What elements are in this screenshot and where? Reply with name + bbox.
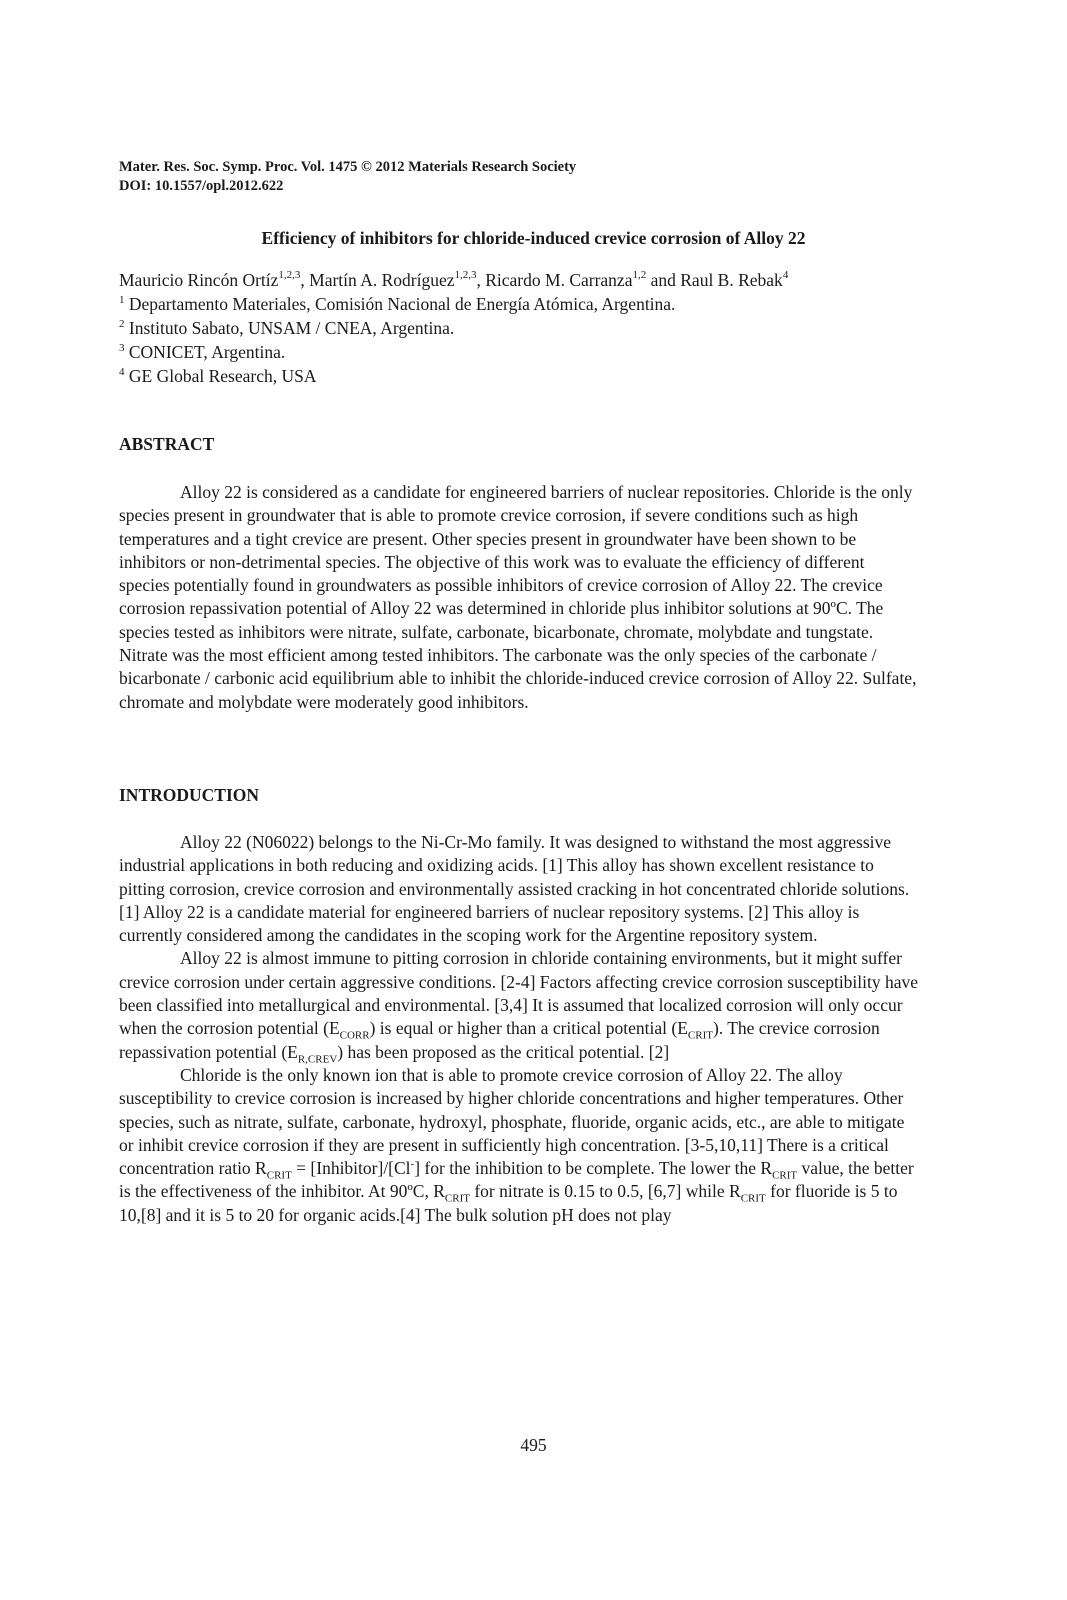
text-run: Chloride is the only known ion that is able to promote crevice corrosion of Alloy 22. The alloy susceptibility to crevice corrosion is increased by higher chloride concentrations and higher temperatures. Other species, such as nitrate, sulfate, carbonate, hydroxyl, phosphate, fluoride, organic acids, etc., are able to mitigate or inhibit crevice corrosion if they are present in sufficiently high concentration. [3-5,10,11] There is a critical concentration ratio R xyxy=(119,1064,905,1179)
affiliation-text: CONICET, Argentina. xyxy=(128,342,286,362)
affiliation xyxy=(119,364,788,388)
intro-paragraph-2 xyxy=(119,947,919,1066)
author-name: Mauricio Rincón Ortíz xyxy=(119,270,279,290)
author-name: Ricardo M. Carranza xyxy=(485,270,633,290)
text-run: ). The crevice corrosion repassivation potential (E xyxy=(119,1018,880,1062)
affiliation xyxy=(119,340,788,364)
abstract-heading: ABSTRACT xyxy=(119,434,215,454)
page-number: 495 xyxy=(520,1435,547,1455)
journal-header xyxy=(119,158,576,196)
text-run: Alloy 22 is almost immune to pitting corrosion in chloride containing environments, but it might suffer crevice corrosion under certain aggressive conditions. [2-4] Factors affecting crevice corrosion susceptibility have been classified into metallurgical and environmental. [3,4] It is assumed that localized corrosion will only occur when the corrosion potential (E xyxy=(119,948,919,1039)
abstract-paragraph: Alloy 22 is considered as a candidate for engineered barriers of nuclear repositories. Chloride is the only species present in groundwater that is able to promote crevice corrosion, if severe conditions such as high temperatures and a tight crevice are present. Other species present in groundwater have been shown to be inhibitors or non-detrimental species. The objective of this work was to evaluate the efficiency of different species potentially found in groundwaters as possible inhibitors of crevice corrosion of Alloy 22. The crevice corrosion repassivation potential of Alloy 22 was determined in chloride plus inhibitor solutions at 90ºC. The species tested as inhibitors were nitrate, sulfate, carbonate, bicarbonate, chromate, molybdate and tungstate. Nitrate was the most efficient among tested inhibitors. The carbonate was the only species of the carbonate / bicarbonate / carbonic acid equilibrium able to inhibit the chloride-induced crevice corrosion of Alloy 22. Sulfate, chromate and molybdate were moderately good inhibitors. xyxy=(119,482,917,712)
text-run: value, the better is the effectiveness of the inhibitor. At 90ºC, R xyxy=(119,1158,914,1202)
author-affiliation: 1,2,3 xyxy=(454,269,477,282)
affiliation-text: Instituto Sabato, UNSAM / CNEA, Argentina. xyxy=(128,318,455,338)
intro-paragraph-3 xyxy=(119,1064,919,1227)
affiliation-number: 3 xyxy=(119,342,125,355)
superscript: - xyxy=(410,1158,415,1171)
subscript: R,CREV xyxy=(297,1053,338,1066)
subscript: CRIT xyxy=(772,1169,798,1182)
author-affiliation: 1,2 xyxy=(632,269,647,282)
paper-title: Efficiency of inhibitors for chloride-induced crevice corrosion of Alloy 22 xyxy=(261,228,806,248)
author-affiliation: 4 xyxy=(782,269,789,282)
introduction-heading: INTRODUCTION xyxy=(119,785,260,805)
author-line: Mauricio Rincón Ortíz$^{1,2,3}$, Martín A. Rodríguez$^{1,2,3}$, Ricardo M. Carranza$^{1,2}$ and Raul B. Rebak$^4$ xyxy=(119,269,789,290)
text-run: = [Inhibitor]/[Cl xyxy=(291,1158,411,1179)
affiliation-text: GE Global Research, USA xyxy=(128,366,317,386)
abstract-body xyxy=(119,481,919,714)
author-name: Raul B. Rebak xyxy=(680,270,783,290)
affiliation-number: 2 xyxy=(119,318,125,331)
subscript: CRIT xyxy=(687,1029,713,1042)
affiliation-number: 4 xyxy=(119,366,125,379)
text-run: ) has been proposed as the critical potential. [2] xyxy=(337,1041,670,1062)
affiliation xyxy=(119,292,788,316)
affiliation-text: Departamento Materiales, Comisión Nacional de Energía Atómica, Argentina. xyxy=(128,294,676,314)
subscript: CORR xyxy=(339,1029,370,1042)
subscript: CRIT xyxy=(444,1192,470,1205)
subscript: CRIT xyxy=(740,1192,766,1205)
author-affiliation: 1,2,3 xyxy=(278,269,301,282)
intro-paragraph-1: Alloy 22 (N06022) belongs to the Ni-Cr-Mo family. It was designed to withstand the most aggressive industrial applications in both reducing and oxidizing acids. [1] This alloy has shown excellent resistance to pitting corrosion, crevice corrosion and environmentally assisted cracking in hot concentrated chloride solutions. [1] Alloy 22 is a candidate material for engineered barriers of nuclear repository systems. [2] This alloy is currently considered among the candidates in the scoping work for the Argentine repository system. xyxy=(119,832,910,946)
affiliation-number: 1 xyxy=(119,294,125,307)
subscript: CRIT xyxy=(266,1169,292,1182)
text-run: for nitrate is 0.15 to 0.5, [6,7] while R xyxy=(469,1181,741,1202)
doi: DOI: 10.1557/opl.2012.622 xyxy=(119,178,284,194)
authors-block xyxy=(119,268,788,388)
text-run: ] for the inhibition to be complete. The lower the R xyxy=(414,1158,773,1179)
affiliation xyxy=(119,316,788,340)
author-name: Martín A. Rodríguez xyxy=(309,270,455,290)
introduction-body xyxy=(119,831,919,1227)
text-run: ) is equal or higher than a critical potential (E xyxy=(369,1018,688,1039)
journal-citation: Mater. Res. Soc. Symp. Proc. Vol. 1475 © 2012 Materials Research Society xyxy=(119,159,577,175)
text-run: for fluoride is 5 to 10,[8] and it is 5 to 20 for organic acids.[4] The bulk solution pH does not play xyxy=(119,1181,898,1225)
